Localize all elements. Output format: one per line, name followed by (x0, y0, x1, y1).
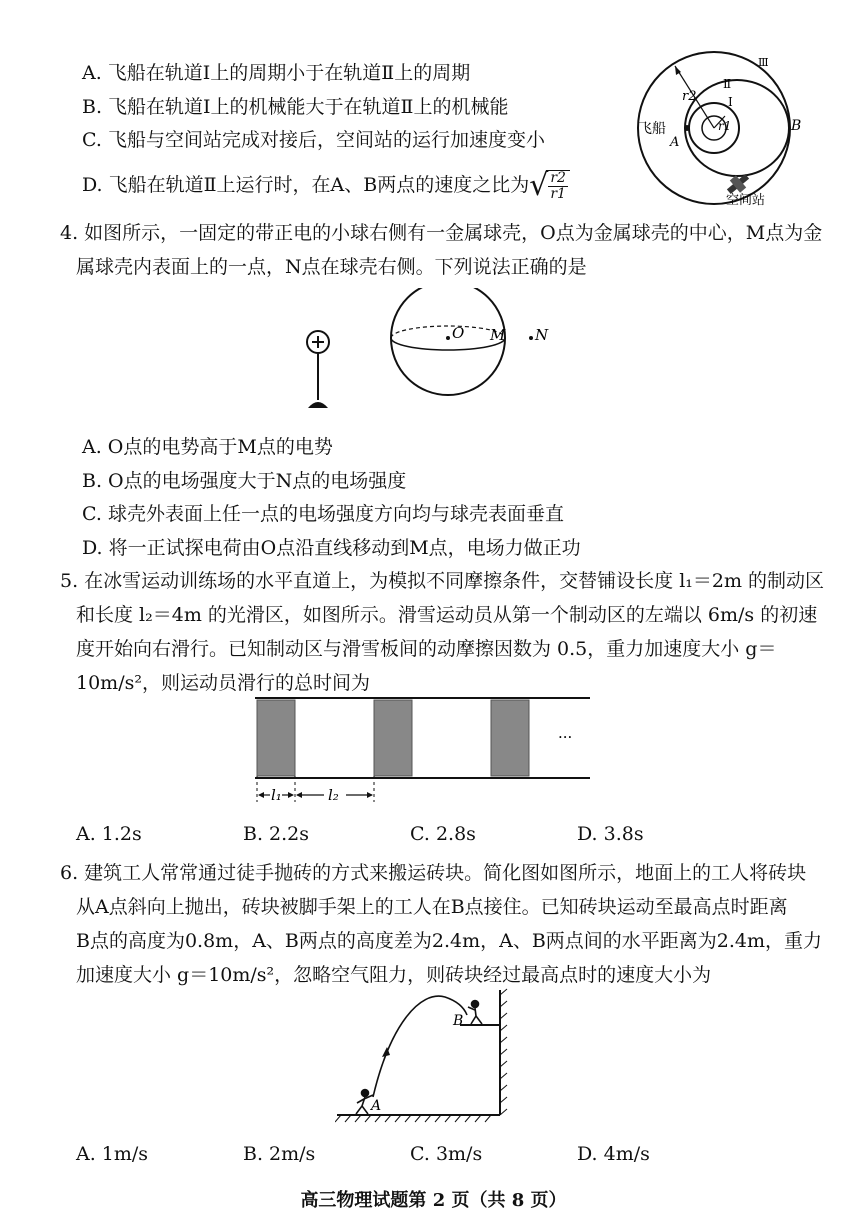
label-ship: 飞船 (638, 121, 666, 137)
sqrt-radicand (546, 170, 570, 202)
label-r2: r2 (682, 89, 697, 104)
label-b: B (791, 118, 802, 134)
wall-hatching (500, 989, 507, 1115)
q3-option-d (82, 170, 570, 202)
q5-stem-line3: 度开始向右滑行。已知制动区与滑雪板间的动摩擦因数为 0.5，重力加速度大小 g＝ (76, 638, 777, 660)
q6-stem-line1: 6. 建筑工人常常通过徒手抛砖的方式来搬运砖块。简化图如图所示，地面上的工人将砖块 (60, 862, 807, 884)
arrow-l2-start (296, 792, 302, 798)
label-m: M (490, 326, 506, 344)
q5-option-a: A. 1.2s (76, 823, 142, 845)
q5-stem-line4: 10m/s²，则运动员滑行的总时间为 (76, 672, 370, 694)
orbit-figure (630, 48, 810, 213)
track-ellipsis: ··· (558, 728, 573, 746)
label-n: N (535, 326, 549, 344)
q3-option-b: B. 飞船在轨道Ⅰ上的机械能大于在轨道Ⅱ上的机械能 (82, 96, 509, 118)
ratio-fraction (548, 171, 568, 202)
q5-stem-line2: 和长度 l₂＝4m 的光滑区，如图所示。滑雪运动员从第一个制动区的左端以 6m/s 的初速 (76, 604, 818, 626)
sqrt-sign: √ (529, 168, 549, 203)
q3-option-c: C. 飞船与空间站完成对接后，空间站的运行加速度变小 (82, 129, 545, 151)
brake-zone-1 (257, 700, 295, 776)
brick-throw-figure (335, 985, 525, 1125)
q5-option-c: C. 2.8s (410, 823, 476, 845)
q3-option-a: A. 飞船在轨道Ⅰ上的周期小于在轨道Ⅱ上的周期 (82, 62, 471, 84)
brake-zone-2 (374, 700, 412, 776)
point-n-dot (529, 336, 533, 340)
track-figure (250, 690, 600, 810)
metal-shell (391, 288, 505, 395)
point-o-dot (446, 336, 450, 340)
label-a: A (371, 1098, 382, 1114)
q6-stem-line4: 加速度大小 g＝10m/s²，忽略空气阻力，则砖块经过最高点时的速度大小为 (76, 964, 712, 986)
q5-option-b: B. 2.2s (243, 823, 310, 845)
arrow-l1-end (288, 792, 294, 798)
q4-option-b: B. O点的电场强度大于N点的电场强度 (82, 470, 407, 492)
stand-base (308, 402, 328, 408)
label-b: B (453, 1013, 464, 1029)
label-orbit-i: Ⅰ (728, 95, 733, 109)
q6-stem-line2: 从A点斜向上抛出，砖块被脚手架上的工人在B点接住。已知砖块运动至最高点时距离 (76, 896, 788, 918)
ground-hatching (335, 1115, 491, 1122)
point-a-dot (684, 125, 690, 131)
page-footer: 高三物理试题第 2 页（共 8 页） (300, 1190, 567, 1211)
q4-option-a: A. O点的电势高于M点的电势 (82, 436, 333, 458)
label-orbit-ii: Ⅱ (723, 77, 732, 91)
q6-option-b: B. 2m/s (243, 1143, 316, 1165)
trajectory-curve (373, 996, 467, 1097)
label-station: 空间站 (726, 193, 766, 208)
q3-option-d-text: D. 飞船在轨道Ⅱ上运行时，在A、B两点的速度之比为 (82, 174, 530, 196)
q6-stem-line3: B点的高度为0.8m，A、B两点的高度差为2.4m，A、B两点间的水平距离为2.4m，重力 (76, 930, 823, 952)
arrow-l2-end (367, 792, 373, 798)
charge-shell-figure (300, 288, 580, 416)
q5-stem-line1: 5. 在冰雪运动训练场的水平直道上，为模拟不同摩擦条件，交替铺设长度 l₁＝2m 的制动区 (60, 570, 825, 592)
fraction-denominator: r1 (550, 186, 566, 202)
q5-option-d: D. 3.8s (577, 823, 644, 845)
q6-option-a: A. 1m/s (76, 1143, 149, 1165)
label-a: A (670, 135, 680, 150)
q6-option-d: D. 4m/s (577, 1143, 650, 1165)
label-r1: r1 (718, 119, 732, 133)
q4-stem-line1: 4. 如图所示，一固定的带正电的小球右侧有一金属球壳，O点为金属球壳的中心，M点为金 (60, 222, 823, 244)
fraction-numerator: r2 (550, 170, 566, 186)
label-l2: l₂ (328, 786, 339, 804)
label-l1: l₁ (271, 786, 282, 804)
q6-option-c: C. 3m/s (410, 1143, 483, 1165)
label-o: O (452, 324, 465, 342)
q4-option-c: C. 球壳外表面上任一点的电场强度方向均与球壳表面垂直 (82, 503, 564, 525)
orbit-ii (685, 80, 789, 176)
arrow-l1-start (258, 792, 264, 798)
label-orbit-iii: Ⅲ (758, 56, 769, 69)
q4-option-d: D. 将一正试探电荷由O点沿直线移动到M点，电场力做正功 (82, 537, 581, 559)
q4-stem-line2: 属球壳内表面上的一点，N点在球壳右侧。下列说法正确的是 (76, 256, 587, 278)
brake-zone-3 (491, 700, 529, 776)
worker-b-icon (468, 1001, 482, 1025)
